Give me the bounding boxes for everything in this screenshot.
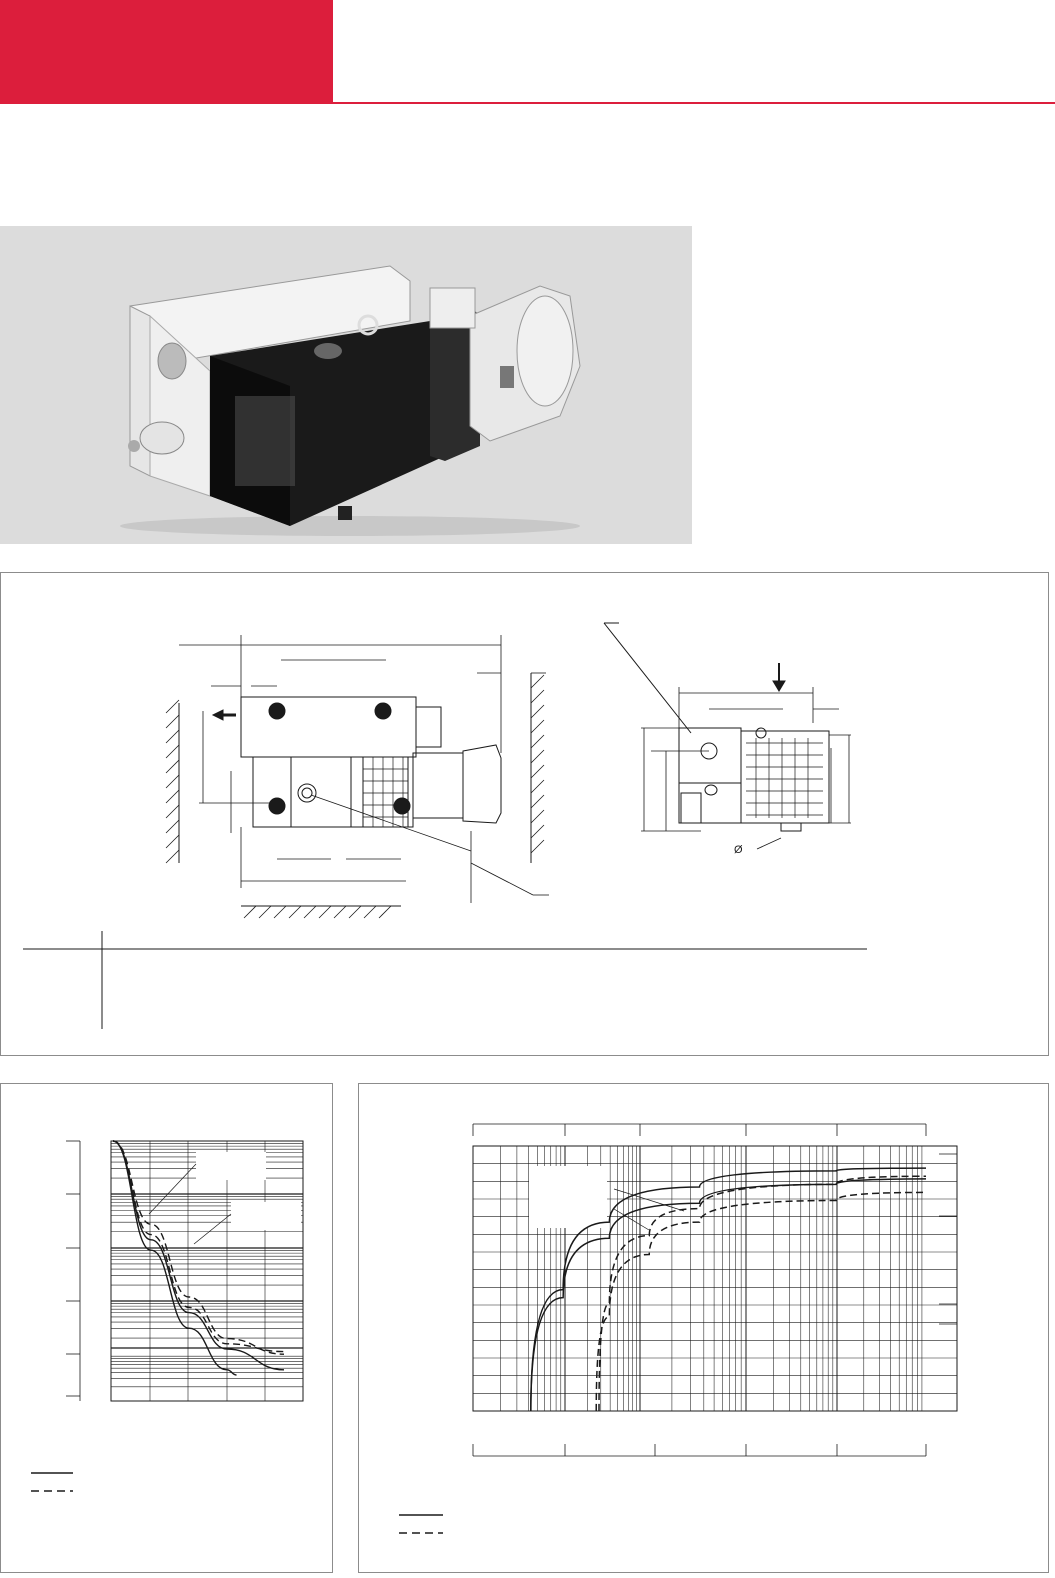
dimension-drawing — [1, 573, 1050, 1057]
chart-b-right-axis — [939, 1146, 957, 1411]
pumping-speed-chart — [359, 1084, 1050, 1574]
chart-b-legend — [399, 1515, 443, 1533]
product-photo — [0, 226, 692, 544]
chart-b-bottom-axis — [473, 1444, 926, 1456]
speed-curve-series-4 — [596, 1192, 926, 1411]
pump-down-chart — [1, 1084, 334, 1574]
header-rule — [333, 102, 1055, 104]
pumping-speed-chart-panel — [358, 1083, 1049, 1573]
dimension-drawing-panel — [0, 572, 1049, 1056]
pump-illustration — [0, 226, 692, 544]
diameter-symbol: Ø — [734, 844, 743, 856]
side-view — [166, 635, 549, 918]
spec-table-frame — [23, 931, 867, 1029]
header-brand-block — [0, 0, 333, 104]
pump-down-chart-panel — [0, 1083, 333, 1573]
chart-a-left-axis — [66, 1141, 80, 1401]
end-view — [604, 623, 851, 856]
chart-b-top-axis — [473, 1124, 926, 1136]
chart-a-legend — [31, 1473, 73, 1491]
